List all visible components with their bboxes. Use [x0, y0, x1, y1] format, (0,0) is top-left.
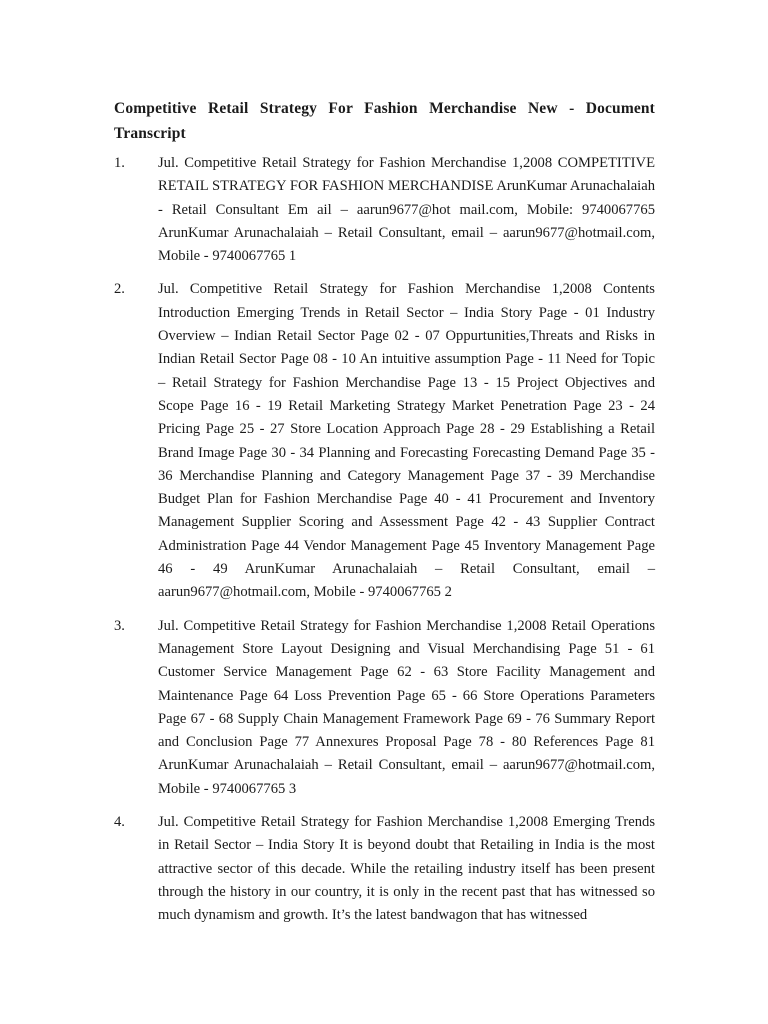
document-page — [114, 96, 655, 938]
item-number: 4. — [114, 814, 125, 831]
item-text: Jul. Competitive Retail Strategy for Fashion Merchandise 1,2008 Contents Introduction Emerging Trends in Retail Sector – India Story Page - 01 Industry Overview – Indian Retail Sector Page 02 - 07 Oppurtunities,Threats and Risks in Indian Retail Sector Page 08 - 10 An intuitive assumption Page - 11 Need for Topic – Retail Strategy for Fashion Merchandise Page 13 - 15 Project Objectives and Scope Page 16 - 19 Retail Marketing Strategy Market Penetration Page 23 - 24 Pricing Page 25 - 27 Store Location Approach Page 28 - 29 Establishing a Retail Brand Image Page 30 - 34 Planning and Forecasting Forecasting Demand Page 35 - 36 Merchandise Planning and Category Management Page 37 - 39 Merchandise Budget Plan for Fashion Merchandise Page 40 - 41 Procurement and Inventory Management Supplier Scoring and Assessment Page 42 - 43 Supplier Contract Administration Page 44 Vendor Management Page 45 Inventory Management Page 46 - 49 ArunKumar Arunachalaiah – Retail Consultant, email – aarun9677@hotmail.com, Mobile - 9740067765 2 — [158, 281, 655, 601]
item-number: 2. — [114, 281, 125, 298]
list-item — [114, 615, 655, 801]
item-number: 1. — [114, 155, 125, 171]
item-text: Jul. Competitive Retail Strategy for Fashion Merchandise 1,2008 Retail Operations Management Store Layout Designing and Visual Merchandising Page 51 - 61 Customer Service Management Page 62 - 63 Store Facility Management and Maintenance Page 64 Loss Prevention Page 65 - 66 Store Operations Parameters Page 67 - 68 Supply Chain Management Framework Page 69 - 76 Summary Report and Conclusion Page 77 Annexures Proposal Page 78 - 80 References Page 81 ArunKumar Arunachalaiah – Retail Consultant, email – aarun9677@hotmail.com, Mobile - 9740067765 3 — [158, 617, 655, 797]
list-item — [114, 811, 655, 927]
list-item — [114, 278, 655, 604]
document-title: Competitive Retail Strategy For Fashion Merchandise New - Document Transcript — [114, 100, 655, 142]
transcript-list — [114, 152, 655, 928]
item-text: Jul. Competitive Retail Strategy for Fashion Merchandise 1,2008 COMPETITIVE RETAIL STRATEGY FOR FASHION MERCHANDISE ArunKumar Arunachalaiah - Retail Consultant Em ail – aarun9677@hot mail.com, Mobile: 9740067765 ArunKumar Arunachalaiah – Retail Consultant, email – aarun9677@hotmail.com, Mobile - 9740067765 1 — [158, 155, 655, 265]
item-text: Jul. Competitive Retail Strategy for Fashion Merchandise 1,2008 Emerging Trends in Retail Sector – India Story It is beyond doubt that Retailing in India is the most attractive sector of this decade. While the retailing industry itself has been present through the history in our country, it is only in the recent past that has witnessed so much dynamism and growth. It’s the latest bandwagon that has witnessed — [158, 814, 655, 924]
list-item — [114, 152, 655, 268]
item-number: 3. — [114, 617, 125, 634]
